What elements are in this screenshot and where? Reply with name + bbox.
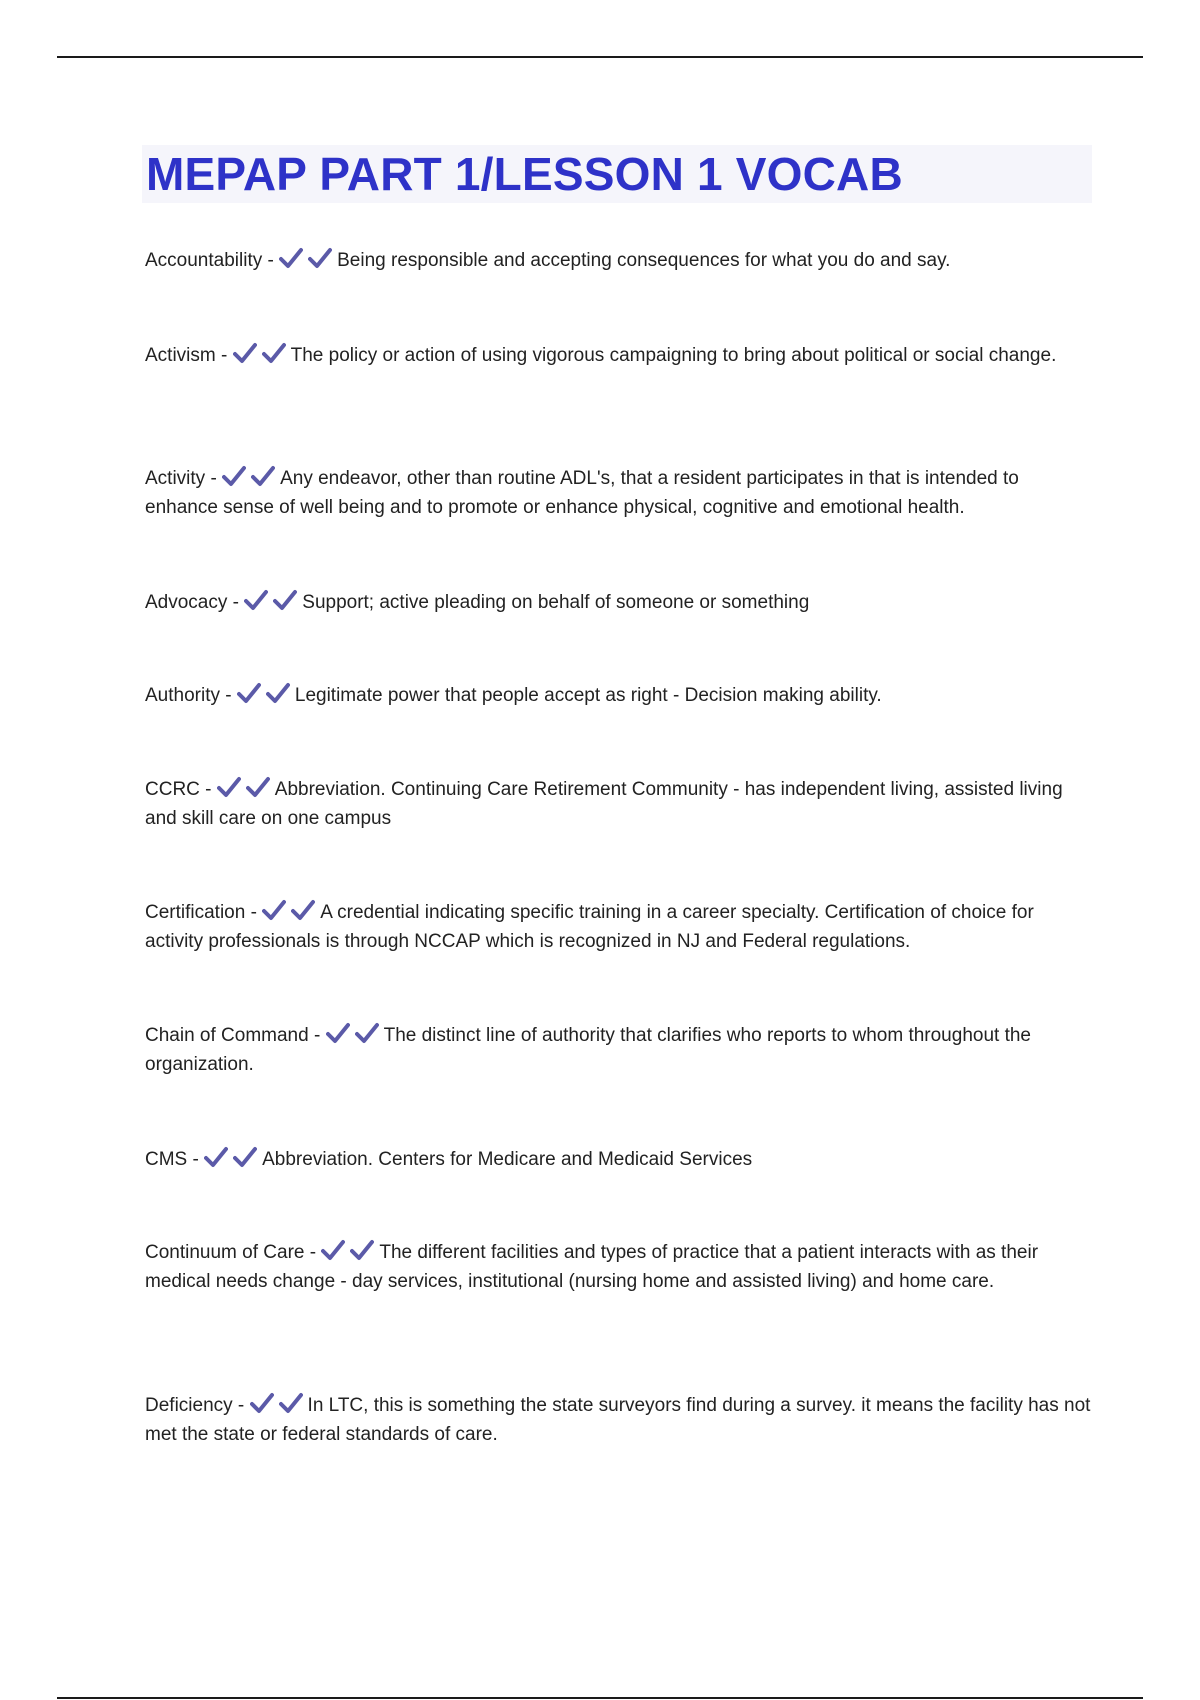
vocab-term: CMS	[145, 1149, 188, 1170]
checkmark-icon	[246, 776, 270, 798]
separator: -	[205, 468, 223, 489]
separator: -	[232, 1395, 250, 1416]
vocab-term: Authority	[145, 685, 220, 706]
separator: -	[304, 1242, 322, 1263]
checkmark-icon	[308, 247, 332, 269]
checkmark-icon	[217, 776, 241, 798]
separator: -	[262, 250, 280, 271]
vocab-definition: The distinct line of authority that clarifies who reports to whom throughout the organization.	[145, 1025, 1031, 1075]
vocab-entry	[145, 464, 1095, 522]
vocab-definition: Abbreviation. Centers for Medicare and Medicaid Services	[262, 1149, 753, 1170]
vocab-entry	[145, 246, 1095, 275]
vocab-entry	[145, 1145, 1095, 1174]
vocab-term: Chain of Command	[145, 1025, 309, 1046]
checkmark-icon	[266, 682, 290, 704]
checkmark-icon	[204, 1146, 228, 1168]
vocab-entry	[145, 775, 1095, 833]
separator: -	[215, 345, 233, 366]
vocab-entry	[145, 1021, 1095, 1079]
vocab-term: Continuum of Care	[145, 1242, 305, 1263]
vocab-definition: In LTC, this is something the state surveyors find during a survey. it means the facility has not met the state or federal standards of care.	[145, 1395, 1091, 1445]
vocab-entry	[145, 1238, 1095, 1296]
vocab-term: Activity	[145, 468, 206, 489]
checkmark-icon	[222, 465, 246, 487]
title-banner	[142, 145, 1092, 203]
separator: -	[199, 779, 217, 800]
vocab-entry	[145, 588, 1095, 617]
separator: -	[245, 902, 263, 923]
checkmark-icon	[279, 247, 303, 269]
checkmark-icon	[237, 682, 261, 704]
separator: -	[227, 592, 245, 613]
vocab-term: Certification	[145, 902, 246, 923]
checkmark-icon	[262, 342, 286, 364]
checkmark-icon	[233, 1146, 257, 1168]
vocab-entry	[145, 898, 1095, 956]
separator: -	[308, 1025, 326, 1046]
checkmark-icon	[350, 1239, 374, 1261]
checkmark-icon	[233, 342, 257, 364]
vocab-definition: The policy or action of using vigorous campaigning to bring about political or social change.	[290, 345, 1057, 366]
vocab-definition: The different facilities and types of practice that a patient interacts with as their medical needs change - day services, institutional (nursing home and assisted living) and home care.	[145, 1242, 1039, 1292]
checkmark-icon	[251, 465, 275, 487]
vocab-entry	[145, 341, 1095, 370]
vocab-term: Advocacy	[145, 592, 228, 613]
vocab-definition: Abbreviation. Continuing Care Retirement Community - has independent living, assisted living and skill care on one campus	[145, 779, 1063, 829]
vocab-entry	[145, 1391, 1095, 1449]
vocab-definition: A credential indicating specific training in a career specialty. Certification of choice for activity professionals is through NCCAP which is recognized in NJ and Federal regulations.	[145, 902, 1034, 952]
vocab-definition: Support; active pleading on behalf of someone or something	[302, 592, 810, 613]
checkmark-icon	[355, 1022, 379, 1044]
checkmark-icon	[244, 589, 268, 611]
checkmark-icon	[273, 589, 297, 611]
separator: -	[187, 1149, 205, 1170]
checkmark-icon	[291, 899, 315, 921]
vocab-definition: Any endeavor, other than routine ADL's, that a resident participates in that is intended to enhance sense of well being and to promote or enhance physical, cognitive and emotional health.	[145, 468, 1019, 518]
checkmark-icon	[262, 899, 286, 921]
vocab-term: Deficiency	[145, 1395, 233, 1416]
vocab-entry	[145, 681, 1095, 710]
checkmark-icon	[250, 1392, 274, 1414]
vocab-term: CCRC	[145, 779, 200, 800]
vocab-term: Activism	[145, 345, 216, 366]
bottom-divider	[57, 1697, 1143, 1699]
top-divider	[57, 56, 1143, 58]
vocab-definition: Being responsible and accepting consequences for what you do and say.	[337, 250, 951, 271]
vocab-term: Accountability	[145, 250, 263, 271]
checkmark-icon	[321, 1239, 345, 1261]
checkmark-icon	[279, 1392, 303, 1414]
page-title: MEPAP PART 1/LESSON 1 VOCAB	[146, 148, 903, 200]
checkmark-icon	[326, 1022, 350, 1044]
vocab-definition: Legitimate power that people accept as right - Decision making ability.	[294, 685, 882, 706]
separator: -	[219, 685, 237, 706]
